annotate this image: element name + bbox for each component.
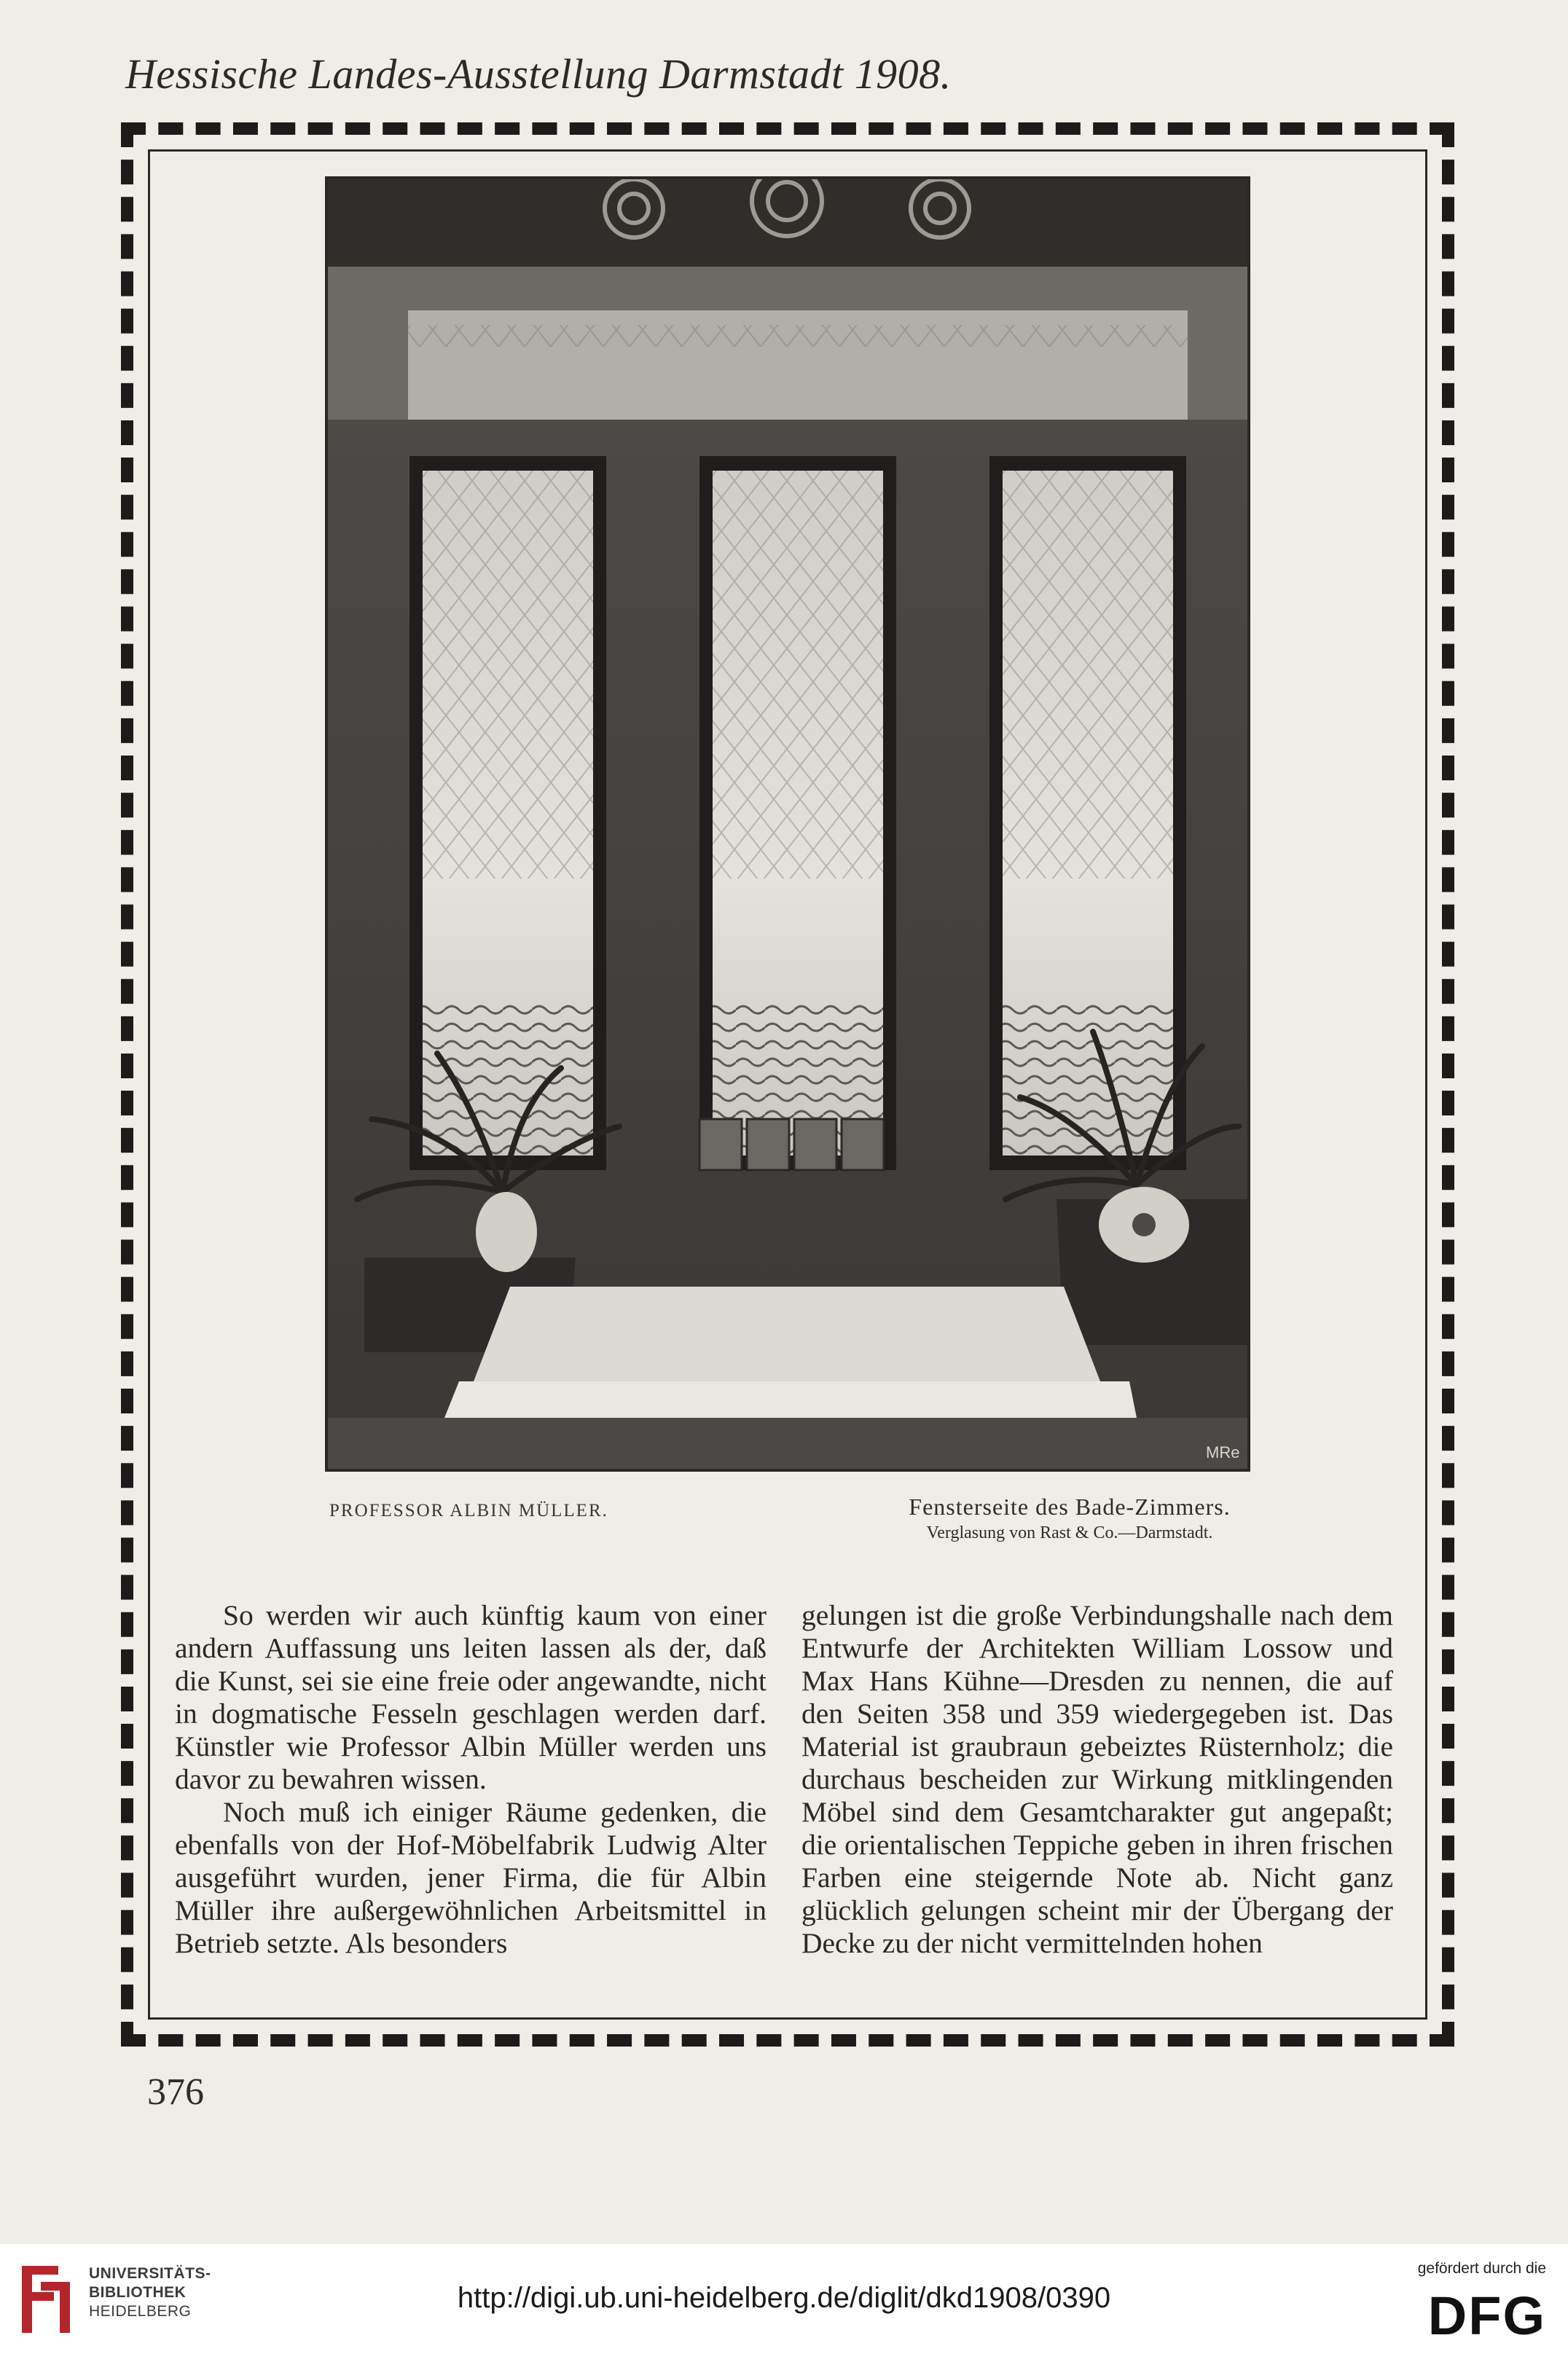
text-column-left [175,1599,767,1960]
running-head: Hessische Landes-Ausstellung Darmstadt 1908. [125,50,952,98]
funding-label: gefördert durch die [1417,2260,1546,2277]
caption-title: Fensterseite des Bade-Zimmers. [909,1494,1231,1520]
caption-subtitle: Verglasung von Rast & Co.—Darmstadt. [926,1523,1213,1542]
bathroom-photograph [328,179,1247,1469]
paragraph: So werden wir auch künftig kaum von einer andern Auffassung uns leiten lassen als der, daß die Kunst, sei sie eine freie oder angewandte, nicht in dogmatische Fesseln geschlagen werden darf. Künstler wie Professor Albin Müller werden uns davor zu bewahren wissen. [175,1599,767,1795]
photo-signature: MRe [1206,1443,1240,1462]
library-line: BIBLIOTHEK [89,2284,187,2301]
dfg-logo: DFG [1427,2286,1546,2346]
text-column-right [801,1599,1393,1960]
permalink-url[interactable]: http://digi.ub.uni-heidelberg.de/diglit/dkd1908/0390 [457,2282,1111,2314]
caption-block [887,1494,1252,1543]
digitization-footer [0,2244,1568,2354]
library-line: UNIVERSITÄTS- [89,2265,211,2282]
library-line: HEIDELBERG [89,2303,192,2320]
page-number: 376 [147,2071,204,2113]
paragraph: gelungen ist die große Verbindungshalle nach dem Entwurfe der Architekten William Lossow und Max Hans Kühne—Dresden zu nennen, die auf den Seiten 358 und 359 wiedergegeben ist. Das Material ist graubraun gebeiztes Rüsternholz; die durchaus bescheiden zur Wirkung mitklingenden Möbel sind dem Gesamtcharakter gut angepaßt; die orientalischen Teppiche geben in ihren frischen Farben eine steigernde Note ab. Nicht ganz glücklich gelungen scheint mir der Übergang der Decke zu der nicht vermittelnden hohen [801,1599,1393,1959]
caption-artist: PROFESSOR ALBIN MÜLLER. [329,1501,608,1521]
bathroom-photo-illustration [328,179,1247,1469]
paragraph: Noch muß ich einiger Räume gedenken, die ebenfalls von der Hof-Möbelfabrik Ludwig Alter ausgeführt wurden, jener Firma, die für Albin Müller ihre außergewöhnlichen Arbeitsmittel in Betrieb setzte. Als besonders [175,1796,767,1959]
